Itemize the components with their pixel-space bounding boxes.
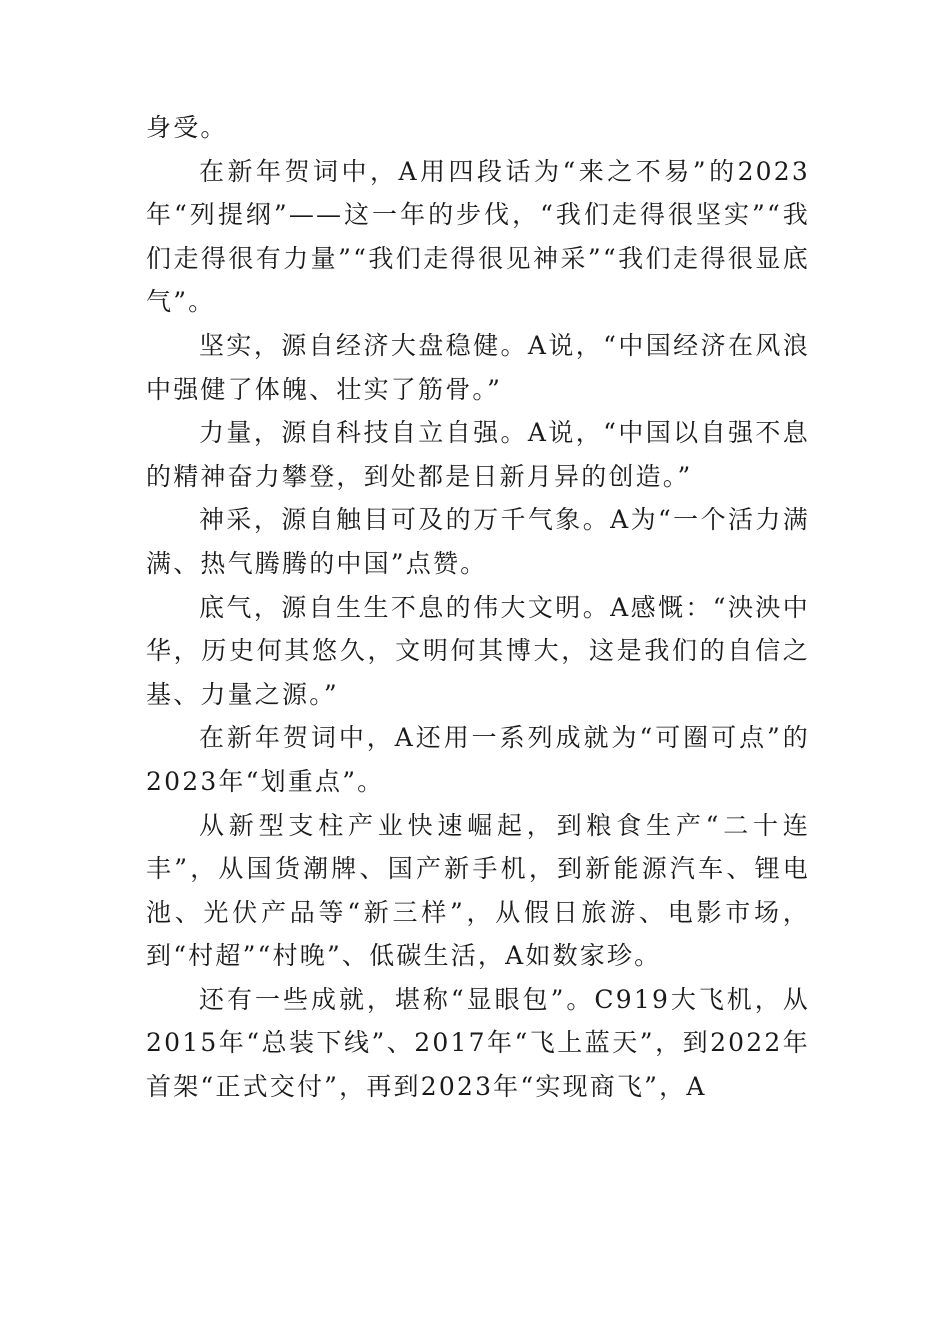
paragraph: 从新型支柱产业快速崛起，到粮食生产“二十连丰”，从国货潮牌、国产新手机，到新能源汽车、锂电池、光伏产品等“新三样”，从假日旅游、电影市场，到“村超”“村晚”、低碳生活，A如数家珍。 [146, 810, 810, 971]
paragraph: 底气，源自生生不息的伟大文明。A感慨：“泱泱中华，历史何其悠久，文明何其博大，这是我们的自信之基、力量之源。” [146, 592, 810, 709]
paragraph: 坚实，源自经济大盘稳健。A说，“中国经济在风浪中强健了体魄、壮实了筋骨。” [146, 330, 810, 404]
paragraph: 身受。 [146, 113, 228, 142]
document-body [146, 106, 810, 1109]
paragraph: 神采，源自触目可及的万千气象。A为“一个活力满满、热气腾腾的中国”点赞。 [146, 505, 810, 578]
paragraph: 力量，源自科技自立自强。A说，“中国以自强不息的精神奋力攀登，到处都是日新月异的创造。” [146, 418, 810, 491]
paragraph: 在新年贺词中，A用四段话为“来之不易”的2023年“列提纲”——这一年的步伐，“我们走得很坚实”“我们走得很有力量”“我们走得很见神采”“我们走得很显底气”。 [146, 156, 810, 317]
paragraph: 还有一些成就，堪称“显眼包”。C919大飞机，从2015年“总装下线”、2017年“飞上蓝天”，到2022年首架“正式交付”，再到2023年“实现商飞”，A [146, 984, 810, 1102]
paragraph: 在新年贺词中，A还用一系列成就为“可圈可点”的2023年“划重点”。 [146, 723, 810, 796]
